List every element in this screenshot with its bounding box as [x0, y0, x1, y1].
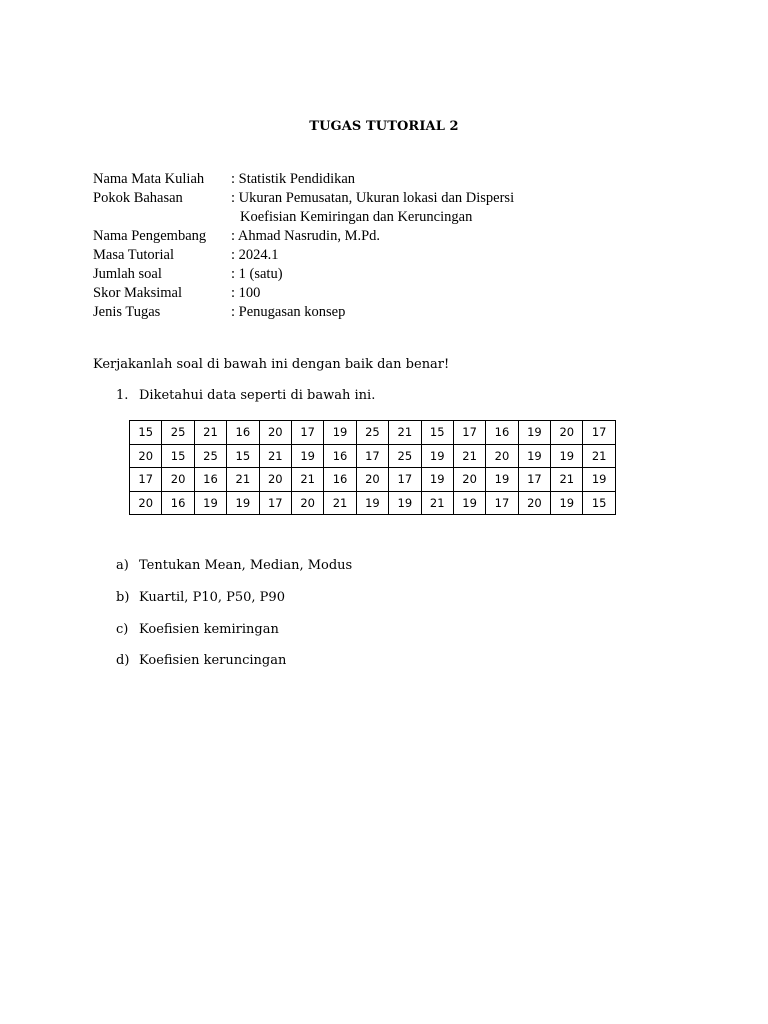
table-cell: 21	[194, 421, 226, 445]
table-cell: 17	[259, 491, 291, 515]
info-label: Jumlah soal	[93, 266, 162, 282]
info-value: : Statistik Pendidikan	[231, 171, 356, 187]
table-cell: 25	[162, 421, 194, 445]
table-cell: 21	[551, 468, 583, 492]
table-cell: 19	[518, 421, 550, 445]
info-label: Skor Maksimal	[93, 285, 183, 301]
instruction-text: Kerjakanlah soal di bawah ini dengan baik dan benar!	[93, 357, 450, 372]
info-row-max-score	[93, 284, 514, 303]
info-label: Pokok Bahasan	[93, 190, 183, 206]
subquestion-letter: b)	[116, 590, 130, 605]
subquestion-letter: d)	[116, 653, 130, 668]
table-cell: 19	[356, 491, 388, 515]
subquestion-text: Koefisien kemiringan	[139, 622, 279, 637]
table-cell: 19	[291, 444, 323, 468]
document-title: TUGAS TUTORIAL 2	[309, 119, 459, 134]
table-cell: 16	[194, 468, 226, 492]
table-cell: 15	[162, 444, 194, 468]
table-cell: 21	[324, 491, 356, 515]
table-cell: 16	[324, 468, 356, 492]
info-label: Nama Pengembang	[93, 228, 207, 244]
question-number: 1.	[116, 388, 129, 403]
table-cell: 25	[389, 444, 421, 468]
table-cell: 16	[162, 491, 194, 515]
info-row-question-count	[93, 265, 514, 284]
table-cell: 21	[227, 468, 259, 492]
table-cell: 20	[551, 421, 583, 445]
table-cell: 21	[583, 444, 615, 468]
table-cell: 17	[291, 421, 323, 445]
course-info	[93, 170, 514, 322]
table-cell: 19	[421, 444, 453, 468]
table-cell: 16	[486, 421, 518, 445]
table-cell: 19	[194, 491, 226, 515]
table-cell: 19	[389, 491, 421, 515]
table-cell: 19	[583, 468, 615, 492]
table-cell: 17	[518, 468, 550, 492]
table-row	[130, 468, 616, 492]
subquestion-c	[116, 622, 279, 637]
info-value: : Penugasan konsep	[231, 304, 346, 320]
info-row-topic-continued	[93, 208, 514, 227]
info-row-task-type	[93, 303, 514, 322]
table-cell: 17	[130, 468, 162, 492]
table-cell: 15	[583, 491, 615, 515]
table-cell: 19	[227, 491, 259, 515]
data-table	[129, 420, 616, 515]
question-1	[116, 388, 375, 403]
info-value: : Ukuran Pemusatan, Ukuran lokasi dan Dispersi	[231, 190, 515, 206]
table-cell: 19	[551, 491, 583, 515]
subquestion-letter: c)	[116, 622, 129, 637]
table-cell: 17	[356, 444, 388, 468]
table-cell: 21	[389, 421, 421, 445]
info-value: : Ahmad Nasrudin, M.Pd.	[231, 228, 381, 244]
table-cell: 15	[421, 421, 453, 445]
info-row-course	[93, 170, 514, 189]
info-row-tutorial-period	[93, 246, 514, 265]
info-row-developer	[93, 227, 514, 246]
table-cell: 20	[356, 468, 388, 492]
table-cell: 20	[259, 468, 291, 492]
question-text: Diketahui data seperti di bawah ini.	[139, 388, 376, 403]
table-cell: 25	[356, 421, 388, 445]
info-label: Masa Tutorial	[93, 247, 174, 263]
table-cell: 20	[518, 491, 550, 515]
info-label: Nama Mata Kuliah	[93, 171, 205, 187]
info-value: : 1 (satu)	[231, 266, 283, 282]
table-cell: 20	[130, 491, 162, 515]
info-value: : 100	[231, 285, 261, 301]
table-cell: 17	[583, 421, 615, 445]
table-cell: 16	[227, 421, 259, 445]
subquestion-d	[116, 653, 286, 668]
table-cell: 20	[162, 468, 194, 492]
table-cell: 17	[453, 421, 485, 445]
table-cell: 17	[486, 491, 518, 515]
info-value: : 2024.1	[231, 247, 279, 263]
subquestion-a	[116, 558, 352, 573]
table-cell: 21	[421, 491, 453, 515]
table-row	[130, 491, 616, 515]
table-cell: 16	[324, 444, 356, 468]
table-row	[130, 421, 616, 445]
table-cell: 20	[453, 468, 485, 492]
table-cell: 19	[324, 421, 356, 445]
table-cell: 21	[259, 444, 291, 468]
table-cell: 17	[389, 468, 421, 492]
subquestion-text: Koefisien keruncingan	[139, 653, 287, 668]
table-cell: 15	[227, 444, 259, 468]
subquestion-text: Tentukan Mean, Median, Modus	[139, 558, 353, 573]
table-cell: 20	[486, 444, 518, 468]
info-row-topic	[93, 189, 514, 208]
subquestion-b	[116, 590, 285, 605]
table-cell: 20	[259, 421, 291, 445]
table-cell: 21	[291, 468, 323, 492]
table-cell: 19	[486, 468, 518, 492]
table-cell: 21	[453, 444, 485, 468]
table-cell: 20	[291, 491, 323, 515]
subquestion-letter: a)	[116, 558, 129, 573]
table-cell: 19	[453, 491, 485, 515]
subquestion-text: Kuartil, P10, P50, P90	[139, 590, 285, 605]
info-label: Jenis Tugas	[93, 304, 161, 320]
table-cell: 19	[518, 444, 550, 468]
table-cell: 19	[551, 444, 583, 468]
table-cell: 25	[194, 444, 226, 468]
info-label	[93, 208, 231, 227]
table-cell: 15	[130, 421, 162, 445]
info-value: Koefisian Kemiringan dan Keruncingan	[240, 209, 473, 225]
table-row	[130, 444, 616, 468]
table-cell: 19	[421, 468, 453, 492]
table-cell: 20	[130, 444, 162, 468]
